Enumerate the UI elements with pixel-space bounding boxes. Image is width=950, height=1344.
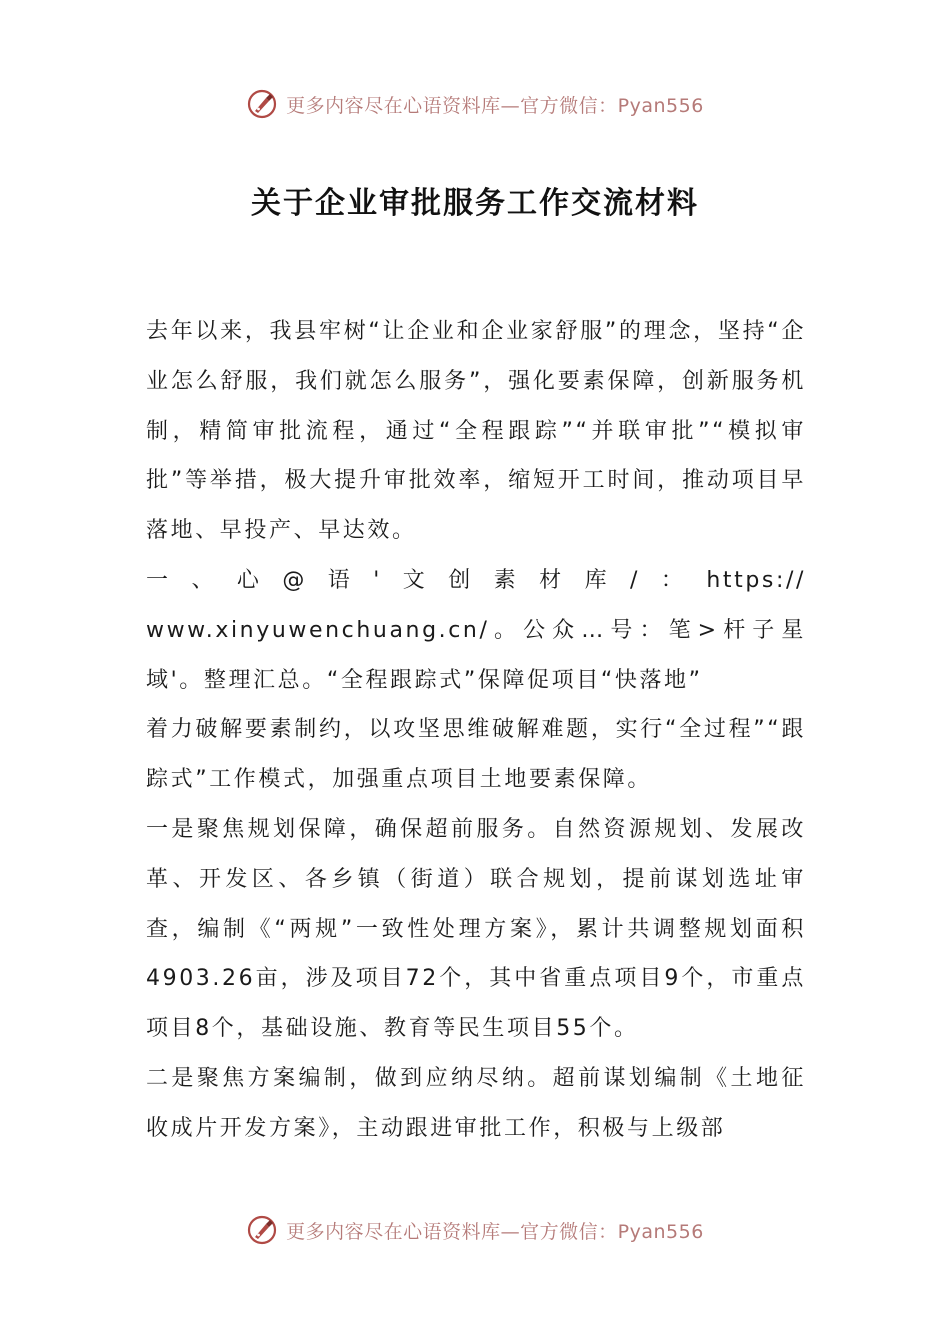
pen-nib-logo-icon <box>246 1214 278 1246</box>
body-paragraph: 一是聚焦规划保障，确保超前服务。自然资源规划、发展改革、开发区、各乡镇（街道）联合规划，提前谋划选址审查，编制《“两规”一致性处理方案》，累计共调整规划面积4903.26亩，涉及项目72个，其中省重点项目9个，市重点项目8个，基础设施、教育等民生项目55个。 <box>146 816 806 1042</box>
watermark-handle: Pyan556 <box>617 1220 704 1243</box>
body-paragraph: 二是聚焦方案编制，做到应纳尽纳。超前谋划编制《土地征收成片开发方案》，主动跟进审批工作，积极与上级部 <box>146 1065 806 1141</box>
watermark-text: 更多内容尽在心语资料库—官方微信：Pyan556 <box>286 94 704 117</box>
pen-nib-logo-icon <box>246 88 278 120</box>
body-paragraph: 着力破解要素制约，以攻坚思维破解难题，实行“全过程”“跟踪式”工作模式，加强重点项目土地要素保障。 <box>146 717 806 793</box>
watermark-handle: Pyan556 <box>617 94 704 117</box>
document-body <box>146 307 806 1154</box>
watermark-text: 更多内容尽在心语资料库—官方微信：Pyan556 <box>286 1220 704 1243</box>
section-heading-continued: www.xinyuwenchuang.cn/。公众…号：笔>杆子星域'。整理汇总。“全程跟踪式”保障促项目“快落地” <box>146 617 806 693</box>
watermark-banner-top <box>0 84 950 124</box>
body-paragraph: 去年以来，我县牢树“让企业和企业家舒服”的理念，坚持“企业怎么舒服，我们就怎么服务”，强化要素保障，创新服务机制，精简审批流程，通过“全程跟踪”“并联审批”“模拟审批”等举措，极大提升审批效率，缩短开工时间，推动项目早落地、早投产、早达效。 <box>146 319 806 544</box>
watermark-banner-bottom <box>0 1210 950 1250</box>
document-title: 关于企业审批服务工作交流材料 <box>251 186 699 221</box>
section-heading-line: 一、心@语'文创素材库/：https:// <box>146 567 806 593</box>
